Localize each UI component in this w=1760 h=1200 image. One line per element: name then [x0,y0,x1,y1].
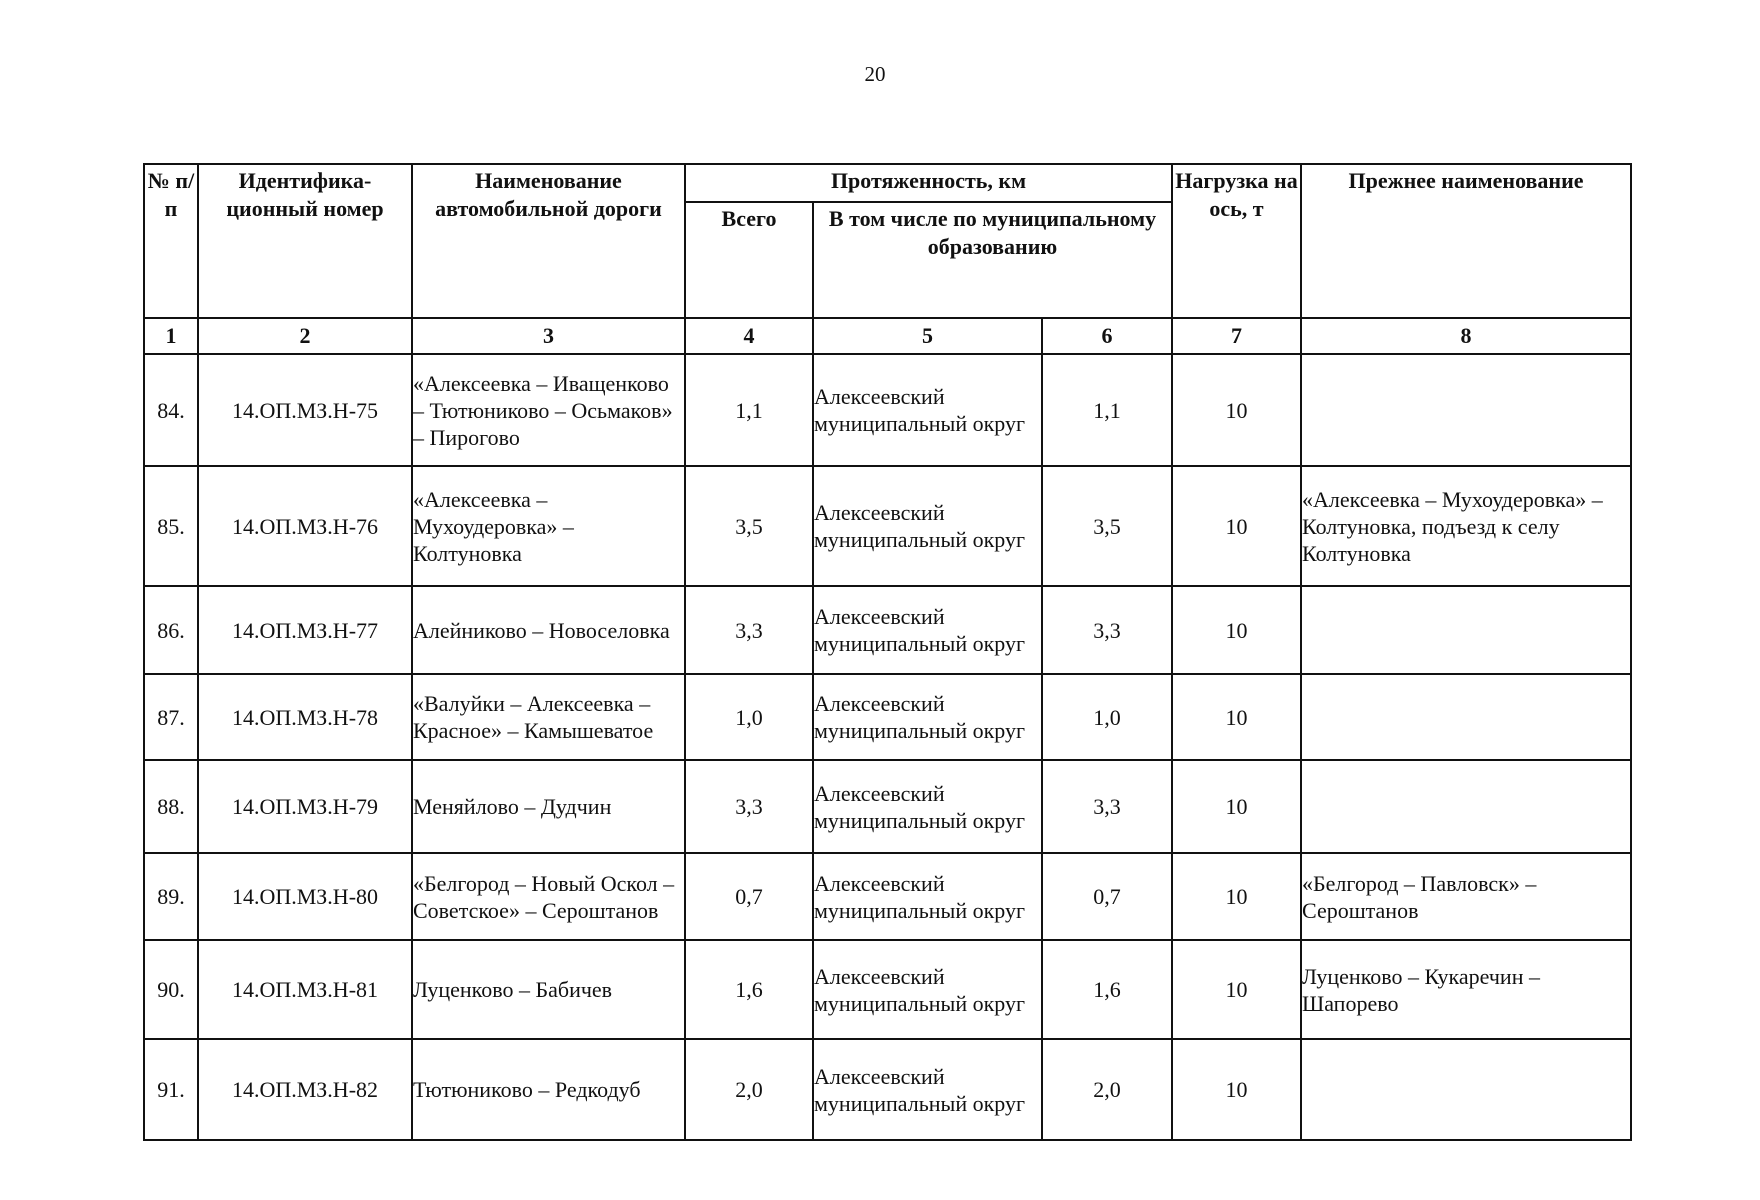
road-id: 14.ОП.МЗ.Н-75 [198,354,412,466]
header-including: В том числе по муниципальному образованию [813,202,1172,318]
road-name: Тютюниково – Редкодуб [412,1039,685,1140]
road-id: 14.ОП.МЗ.Н-79 [198,760,412,853]
length-total: 0,7 [685,853,813,940]
road-name: «Алексеевка – Мухоудеровка» – Колтуновка [412,466,685,586]
page-number: 20 [864,62,886,86]
length-municipal: 3,5 [1042,466,1172,586]
length-total: 3,3 [685,760,813,853]
length-municipal: 1,0 [1042,674,1172,760]
column-number: 7 [1172,318,1301,354]
axle-load: 10 [1172,853,1301,940]
municipality: Алексеевский муниципальный округ [813,586,1042,674]
road-id: 14.ОП.МЗ.Н-76 [198,466,412,586]
length-total: 1,1 [685,354,813,466]
municipality: Алексеевский муниципальный округ [813,940,1042,1039]
road-id: 14.ОП.МЗ.Н-81 [198,940,412,1039]
length-municipal: 3,3 [1042,760,1172,853]
municipality: Алексеевский муниципальный округ [813,466,1042,586]
header-row [144,164,1631,202]
table-row [144,760,1631,853]
column-number: 3 [412,318,685,354]
length-total: 1,0 [685,674,813,760]
table-row [144,1039,1631,1140]
table-row [144,354,1631,466]
road-id: 14.ОП.МЗ.Н-78 [198,674,412,760]
road-name: «Валуйки – Алексеевка – Красное» – Камышеватое [412,674,685,760]
length-total: 2,0 [685,1039,813,1140]
row-number: 90. [144,940,198,1039]
axle-load: 10 [1172,760,1301,853]
axle-load: 10 [1172,940,1301,1039]
length-municipal: 0,7 [1042,853,1172,940]
row-number: 86. [144,586,198,674]
road-id: 14.ОП.МЗ.Н-80 [198,853,412,940]
header-axle-load: Нагрузка на ось, т [1172,164,1301,318]
header-num: № п/п [144,164,198,318]
municipality: Алексеевский муниципальный округ [813,674,1042,760]
road-id: 14.ОП.МЗ.Н-82 [198,1039,412,1140]
length-municipal: 1,1 [1042,354,1172,466]
header-length: Протяженность, км [685,164,1172,202]
previous-name [1301,1039,1631,1140]
header-total: Всего [685,202,813,318]
column-number: 8 [1301,318,1631,354]
length-total: 1,6 [685,940,813,1039]
length-municipal: 3,3 [1042,586,1172,674]
previous-name [1301,586,1631,674]
length-municipal: 2,0 [1042,1039,1172,1140]
roads-table [143,163,1632,1141]
header-id: Идентифика-ционный номер [198,164,412,318]
table-row [144,940,1631,1039]
municipality: Алексеевский муниципальный округ [813,1039,1042,1140]
column-number: 6 [1042,318,1172,354]
row-number: 91. [144,1039,198,1140]
length-total: 3,3 [685,586,813,674]
municipality: Алексеевский муниципальный округ [813,354,1042,466]
row-number: 88. [144,760,198,853]
axle-load: 10 [1172,1039,1301,1140]
length-municipal: 1,6 [1042,940,1172,1039]
municipality: Алексеевский муниципальный округ [813,760,1042,853]
previous-name [1301,354,1631,466]
road-name: «Алексеевка – Иващенково – Тютюниково – Осьмаков» – Пирогово [412,354,685,466]
column-number: 1 [144,318,198,354]
axle-load: 10 [1172,586,1301,674]
road-id: 14.ОП.МЗ.Н-77 [198,586,412,674]
column-number: 4 [685,318,813,354]
axle-load: 10 [1172,354,1301,466]
municipality: Алексеевский муниципальный округ [813,853,1042,940]
column-number: 2 [198,318,412,354]
column-number-row [144,318,1631,354]
column-number: 5 [813,318,1042,354]
road-name: «Белгород – Новый Оскол – Советское» – Сероштанов [412,853,685,940]
previous-name [1301,760,1631,853]
table-row [144,674,1631,760]
axle-load: 10 [1172,674,1301,760]
row-number: 89. [144,853,198,940]
previous-name: «Алексеевка – Мухоудеровка» – Колтуновка, подъезд к селу Колтуновка [1301,466,1631,586]
length-total: 3,5 [685,466,813,586]
axle-load: 10 [1172,466,1301,586]
table-row [144,466,1631,586]
road-name: Меняйлово – Дудчин [412,760,685,853]
previous-name: «Белгород – Павловск» – Сероштанов [1301,853,1631,940]
row-number: 85. [144,466,198,586]
table-row [144,853,1631,940]
header-previous-name: Прежнее наименование [1301,164,1631,318]
row-number: 84. [144,354,198,466]
previous-name: Луценково – Кукаречин – Шапорево [1301,940,1631,1039]
header-road-name: Наименование автомобильной дороги [412,164,685,318]
road-name: Луценково – Бабичев [412,940,685,1039]
table-row [144,586,1631,674]
previous-name [1301,674,1631,760]
road-name: Алейниково – Новоселовка [412,586,685,674]
row-number: 87. [144,674,198,760]
